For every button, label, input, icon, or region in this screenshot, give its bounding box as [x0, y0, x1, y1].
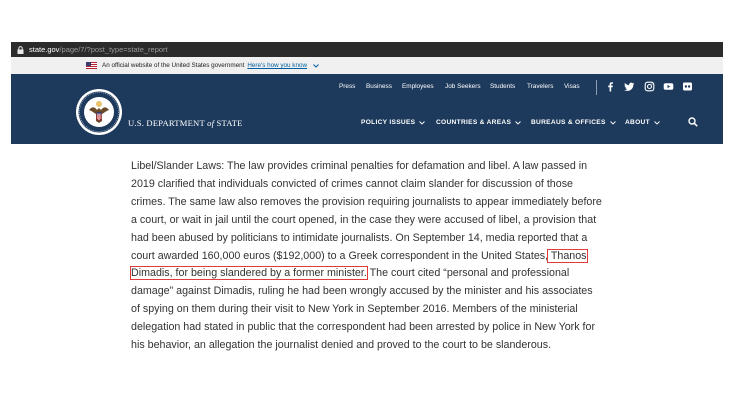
nav-about[interactable]: [625, 119, 660, 126]
dept-suffix: STATE: [214, 118, 243, 128]
how-you-know-link[interactable]: Here's how you know: [247, 62, 308, 69]
nav-label: COUNTRIES & AREAS: [436, 119, 512, 126]
facebook-icon[interactable]: [605, 81, 616, 92]
paragraph-text-before: Libel/Slander Laws: The law provides criminal penalties for defamation and libel. A law passed in 2019 clarified that individuals convicted of crimes cannot claim slander for discussion of those crimes. The same law also removes the provision requiring journalists to appear immediately before a court, or wait in jail until the court opened, in the case they were accused of libel, a provision that had been abused by politicians to intimidate journalists. On September 14, media reported that a court awarded 160,000 euros ($192,000) to a Greek correspondent in the United States,: [131, 160, 602, 262]
youtube-icon[interactable]: [663, 81, 674, 92]
search-icon[interactable]: [688, 117, 698, 127]
util-link-employees[interactable]: Employees: [402, 83, 434, 90]
nav-label: BUREAUS & OFFICES: [531, 119, 606, 126]
address-bar[interactable]: [11, 42, 723, 57]
report-text: [131, 158, 603, 355]
divider: [596, 80, 597, 95]
nav-label: ABOUT: [625, 119, 650, 126]
dept-prefix: U.S. DEPARTMENT: [128, 118, 208, 128]
main-nav: [11, 101, 723, 144]
nav-label: POLICY ISSUES: [361, 119, 416, 126]
chevron-down-icon: [419, 121, 425, 125]
url-host: state.gov: [29, 45, 60, 54]
util-link-press[interactable]: Press: [339, 83, 356, 90]
twitter-icon[interactable]: [624, 81, 635, 92]
chevron-down-icon: [654, 121, 660, 125]
gov-banner: [11, 57, 723, 74]
util-link-visas[interactable]: Visas: [564, 83, 580, 90]
util-link-students[interactable]: Students: [490, 83, 516, 90]
util-link-job-seekers[interactable]: Job Seekers: [445, 83, 481, 90]
us-flag-icon: [86, 62, 97, 69]
chevron-down-icon[interactable]: [313, 64, 319, 68]
highlighted-passage: Thanos Dimadis, for being slandered by a former minister.: [131, 249, 587, 280]
libel-slander-paragraph: [131, 158, 603, 355]
url-path: /page/7/?post_type=state_report: [59, 45, 168, 54]
chevron-down-icon: [610, 121, 616, 125]
nav-bureaus-offices[interactable]: [531, 119, 616, 126]
nav-countries-areas[interactable]: [436, 119, 521, 126]
department-name[interactable]: [128, 118, 243, 128]
lock-icon: [17, 46, 24, 54]
flickr-icon[interactable]: [682, 81, 693, 92]
util-link-travelers[interactable]: Travelers: [527, 83, 554, 90]
gov-banner-text: An official website of the United States government: [102, 62, 245, 69]
dept-of: of: [207, 118, 215, 128]
state-department-seal-icon[interactable]: [75, 88, 123, 136]
nav-policy-issues[interactable]: [361, 119, 425, 126]
chevron-down-icon: [515, 121, 521, 125]
site-header: [11, 74, 723, 144]
paragraph-text-after: The court cited “personal and professional damage” against Dimadis, ruling he had been wrongly accused by the minister and his associates of spying on them during their visit to New York in September 2016. Members of the ministerial delegation had stated in public that the correspondent had been arrested by police in New York for his behavior, an allegation the journalist denied and proved to the court to be slanderous.: [131, 267, 596, 352]
instagram-icon[interactable]: [644, 81, 655, 92]
util-link-business[interactable]: Business: [366, 83, 392, 90]
